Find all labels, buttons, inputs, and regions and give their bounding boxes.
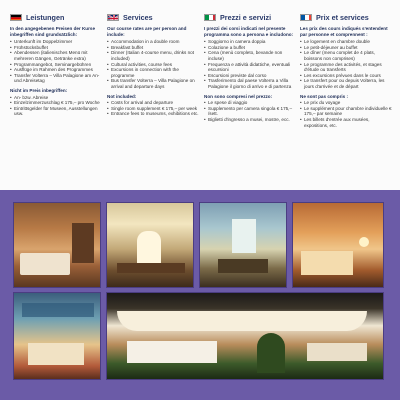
list-item: • Dinner (Italian 4-course menu, drinks not included) [107, 50, 199, 61]
list-item: • Ausflüge im Rahmen des Programmes [10, 67, 102, 73]
not-included-title: Nicht im Preis inbegriffen: [10, 87, 68, 93]
not-included-title: Not included: [107, 93, 137, 99]
list-item: • Le prix du voyage [300, 100, 392, 106]
list-item: • Frühstücksbuffet [10, 45, 102, 51]
column-title: Leistungen [26, 12, 65, 22]
column-intro: Our course rates are per person and include: [107, 26, 187, 37]
list-item: • Entrance fees to museums, exhibitions etc. [107, 111, 199, 117]
list-item: • Accommodation in a double room [107, 39, 199, 45]
list-item: • Eintrittsgelder für Museen, Ausstellungen usw. [10, 106, 102, 117]
list-item: • Supplemento per camera singola € 175,– /sett. [204, 106, 296, 117]
list-item: • Les billets d'entrée aux musées, expositions, etc. [300, 117, 392, 128]
list-item: • Les excursions prévues dans le cours [300, 73, 392, 79]
german-flag-icon [10, 14, 22, 21]
column-german [10, 12, 102, 121]
not-included-list [204, 100, 296, 122]
list-item: • Cena (menù completo, bevande non incluse) [204, 50, 296, 61]
list-item: • Le dîner (menu complet de 4 plats, boissons non comprises) [300, 50, 392, 61]
column-intro: I prezzi dei corsi indicati nel presente programma sono a persona e includono: [204, 26, 294, 37]
column-title: Prezzi e servizi [220, 12, 272, 22]
not-included-list [10, 95, 102, 117]
list-item: • Einzelzimmerzuschlag € 175,– pro Woche [10, 100, 102, 106]
list-item: • Biglietti d'ingresso a musei, mostre, ecc. [204, 117, 296, 123]
french-flag-icon [300, 14, 312, 21]
list-item: • Soggiorno in camera doppia [204, 39, 296, 45]
list-item: • Le petit-déjeuner au buffet [300, 45, 392, 51]
list-item: • Le supplément pour chambre individuelle € 175,– par semaine [300, 106, 392, 117]
not-included-list [107, 100, 199, 117]
list-item: • Le spese di viaggio [204, 100, 296, 106]
column-english [107, 12, 199, 121]
list-item: • Bus transfer Volterra – Villa Palagione on arrival and departure days [107, 78, 199, 89]
list-item: • Escursioni previste dal corso [204, 73, 296, 79]
list-item: • Le programme des activités, et stages d'étude ou transferts [300, 62, 392, 73]
frescoed-hall-photo [106, 202, 194, 288]
column-header [204, 12, 296, 23]
column-french [300, 12, 392, 132]
italian-flag-icon [204, 14, 216, 21]
list-item: • Le transfert pour ou depuis Volterra, les jours d'arrivée et de départ [300, 78, 392, 89]
list-item: • Le logement en chambre double [300, 39, 392, 45]
price-info-section [0, 0, 400, 190]
list-item: • Programmangebot, Seminargebühren [10, 62, 102, 68]
list-item: • Frequenza e attività didattiche, eventuali escursioni [204, 62, 296, 73]
included-list [204, 39, 296, 89]
list-item: • Transfer Volterra – Villa Palagione am An- und Abreisetag [10, 73, 102, 84]
list-item: • Breakfast buffet [107, 45, 199, 51]
list-item: • Cultural activities, course fees [107, 62, 199, 68]
frescoed-bedroom-photo [13, 292, 101, 380]
not-included-title: Ne sont pas compris : [300, 93, 348, 99]
salon-photo [199, 202, 287, 288]
list-item: • Abendessen (italienisches Menü mit mehreren Gängen, Getränke extra) [10, 50, 102, 61]
included-list [107, 39, 199, 89]
list-item: • Single room supplement € 175,– per week [107, 106, 199, 112]
column-title: Prix et services [316, 12, 369, 22]
list-item: • Colazione a buffet [204, 45, 296, 51]
list-item: • Unterkunft im Doppelzimmer [10, 39, 102, 45]
column-intro: Les prix des cours indiqués s'entendent par personne et comprennent : [300, 26, 388, 37]
list-item: • Costs for arrival and departure [107, 100, 199, 106]
list-item: • Excursions in connection with the programme [107, 67, 199, 78]
terrace-dinner-photo [106, 292, 384, 380]
column-header [300, 12, 392, 23]
column-header [107, 12, 199, 23]
list-item: • An- bzw. Abreise [10, 95, 102, 101]
column-italian [204, 12, 296, 127]
included-list [300, 39, 392, 89]
not-included-title: Non sono compresi nel prezzo: [204, 93, 273, 99]
not-included-list [300, 100, 392, 128]
included-list [10, 39, 102, 84]
bedroom-photo [13, 202, 101, 288]
lit-bedroom-photo [292, 202, 384, 288]
column-title: Services [123, 12, 153, 22]
list-item: • Trasferimento dal paese Volterra a Villa Palagione il giorno di arrivo e di partenza [204, 78, 296, 89]
column-header [10, 12, 102, 23]
column-intro: In den angegebenen Preisen der Kurse inbegriffen sind grundsätzlich: [10, 26, 96, 37]
uk-flag-icon [107, 14, 119, 21]
